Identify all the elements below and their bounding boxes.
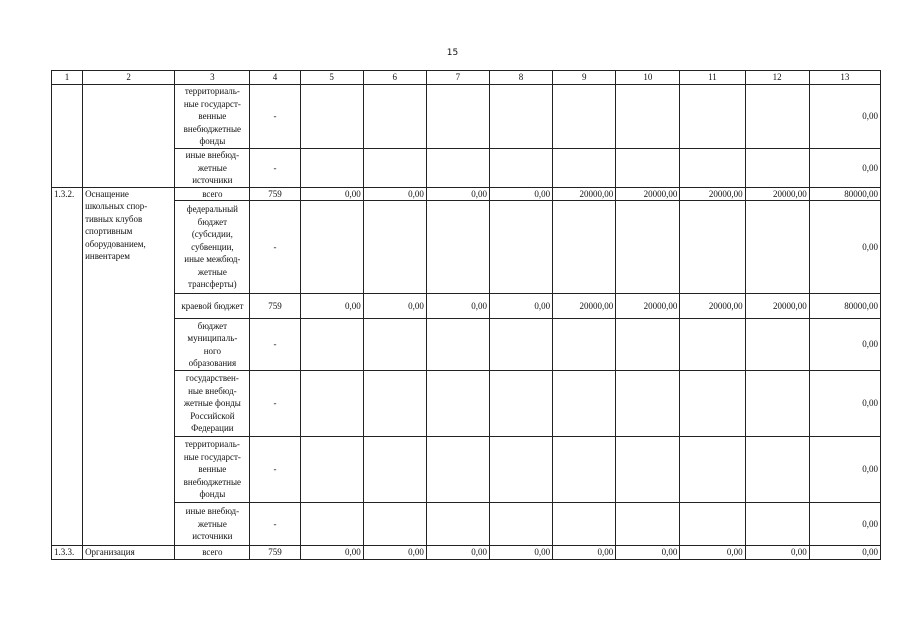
value-cell	[553, 371, 616, 437]
value-cell: 0,00	[553, 546, 616, 560]
value-cell: 0,00	[745, 546, 809, 560]
funding-source-cell: краевой бюджет	[175, 294, 250, 319]
value-cell	[616, 371, 680, 437]
total-cell: 0,00	[809, 437, 880, 503]
column-header: 2	[83, 71, 175, 85]
funding-source-cell: бюджет муниципаль- ного образования	[175, 319, 250, 371]
value-cell	[745, 201, 809, 294]
value-cell	[426, 437, 489, 503]
value-cell	[680, 503, 745, 546]
value-cell	[489, 85, 552, 149]
value-cell	[680, 149, 745, 188]
value-cell: 0,00	[300, 294, 363, 319]
value-cell: 20000,00	[680, 187, 745, 201]
value-cell: 20000,00	[680, 294, 745, 319]
value-cell	[363, 437, 426, 503]
value-cell	[745, 319, 809, 371]
value-cell	[553, 319, 616, 371]
value-cell	[363, 503, 426, 546]
value-cell	[489, 503, 552, 546]
value-cell: 0,00	[489, 546, 552, 560]
value-cell	[745, 85, 809, 149]
value-cell	[300, 149, 363, 188]
column-header: 12	[745, 71, 809, 85]
value-cell	[426, 371, 489, 437]
value-cell	[680, 371, 745, 437]
code-cell: 759	[250, 546, 300, 560]
value-cell: 20000,00	[616, 187, 680, 201]
code-cell: 759	[250, 187, 300, 201]
table-row	[52, 319, 881, 371]
column-header: 9	[553, 71, 616, 85]
value-cell	[553, 149, 616, 188]
value-cell: 0,00	[680, 546, 745, 560]
value-cell: 0,00	[363, 187, 426, 201]
column-header: 8	[489, 71, 552, 85]
value-cell	[553, 85, 616, 149]
code-cell: -	[250, 371, 300, 437]
value-cell: 20000,00	[553, 294, 616, 319]
value-cell	[300, 319, 363, 371]
value-cell	[363, 149, 426, 188]
column-header: 4	[250, 71, 300, 85]
value-cell	[489, 149, 552, 188]
measure-name-cell: Оснащение школьных спор- тивных клубов спортивным оборудованием, инвентарем	[83, 187, 175, 546]
value-cell	[426, 319, 489, 371]
value-cell: 0,00	[489, 187, 552, 201]
funding-source-cell: государствен- ные внебюд- жетные фонды Российской Федерации	[175, 371, 250, 437]
value-cell	[426, 149, 489, 188]
column-header: 7	[426, 71, 489, 85]
value-cell	[363, 85, 426, 149]
column-header: 10	[616, 71, 680, 85]
value-cell: 0,00	[489, 294, 552, 319]
value-cell	[300, 437, 363, 503]
value-cell	[363, 201, 426, 294]
row-number-cell	[52, 85, 83, 188]
funding-source-cell: иные внебюд- жетные источники	[175, 503, 250, 546]
value-cell	[553, 201, 616, 294]
code-cell: -	[250, 319, 300, 371]
value-cell	[553, 437, 616, 503]
total-cell: 0,00	[809, 319, 880, 371]
value-cell	[489, 319, 552, 371]
total-cell: 80000,00	[809, 294, 880, 319]
funding-source-cell: территориаль- ные государст- венные внебюджетные фонды	[175, 437, 250, 503]
value-cell	[616, 201, 680, 294]
table-row	[52, 201, 881, 294]
value-cell	[300, 503, 363, 546]
value-cell	[745, 503, 809, 546]
value-cell: 0,00	[300, 187, 363, 201]
value-cell	[616, 319, 680, 371]
table-row	[52, 85, 881, 149]
total-cell: 0,00	[809, 149, 880, 188]
funding-source-cell: всего	[175, 187, 250, 201]
table-row	[52, 149, 881, 188]
row-number-cell: 1.3.2.	[52, 187, 83, 546]
value-cell	[489, 201, 552, 294]
value-cell	[489, 437, 552, 503]
value-cell: 0,00	[363, 546, 426, 560]
code-cell: -	[250, 85, 300, 149]
page-number: 15	[446, 48, 459, 58]
code-cell: -	[250, 149, 300, 188]
value-cell	[616, 437, 680, 503]
value-cell: 0,00	[363, 294, 426, 319]
value-cell: 0,00	[616, 546, 680, 560]
funding-source-cell: всего	[175, 546, 250, 560]
total-cell: 0,00	[809, 85, 880, 149]
value-cell: 20000,00	[616, 294, 680, 319]
value-cell: 0,00	[300, 546, 363, 560]
value-cell: 0,00	[426, 546, 489, 560]
measure-name-cell	[83, 85, 175, 188]
value-cell: 20000,00	[553, 187, 616, 201]
value-cell	[426, 201, 489, 294]
value-cell	[745, 371, 809, 437]
value-cell	[680, 201, 745, 294]
column-header: 1	[52, 71, 83, 85]
value-cell	[680, 319, 745, 371]
total-cell: 0,00	[809, 201, 880, 294]
budget-table	[51, 70, 881, 560]
value-cell: 20000,00	[745, 294, 809, 319]
table-row	[52, 503, 881, 546]
table-row	[52, 187, 881, 201]
value-cell: 0,00	[426, 187, 489, 201]
total-cell: 0,00	[809, 371, 880, 437]
value-cell	[489, 371, 552, 437]
funding-source-cell: иные внебюд- жетные источники	[175, 149, 250, 188]
value-cell	[745, 437, 809, 503]
row-number-cell: 1.3.3.	[52, 546, 83, 560]
value-cell	[426, 85, 489, 149]
table-row	[52, 371, 881, 437]
table-row	[52, 546, 881, 560]
table-row	[52, 437, 881, 503]
value-cell	[616, 85, 680, 149]
value-cell	[616, 503, 680, 546]
column-header: 11	[680, 71, 745, 85]
value-cell	[680, 437, 745, 503]
column-header: 6	[363, 71, 426, 85]
funding-source-cell: федеральный бюджет (субсидии, субвенции, иные межбюд- жетные трансферты)	[175, 201, 250, 294]
table-row	[52, 294, 881, 319]
value-cell	[300, 85, 363, 149]
value-cell: 0,00	[426, 294, 489, 319]
measure-name-cell: Организация	[83, 546, 175, 560]
column-header: 5	[300, 71, 363, 85]
header-row	[52, 71, 881, 85]
total-cell: 0,00	[809, 503, 880, 546]
value-cell	[745, 149, 809, 188]
value-cell	[363, 319, 426, 371]
code-cell: -	[250, 201, 300, 294]
value-cell	[300, 201, 363, 294]
column-header: 3	[175, 71, 250, 85]
value-cell	[300, 371, 363, 437]
column-header: 13	[809, 71, 880, 85]
value-cell	[363, 371, 426, 437]
code-cell: 759	[250, 294, 300, 319]
code-cell: -	[250, 503, 300, 546]
total-cell: 80000,00	[809, 187, 880, 201]
funding-source-cell: территориаль- ные государст- венные внебюджетные фонды	[175, 85, 250, 149]
value-cell: 20000,00	[745, 187, 809, 201]
value-cell	[426, 503, 489, 546]
total-cell: 0,00	[809, 546, 880, 560]
value-cell	[680, 85, 745, 149]
value-cell	[553, 503, 616, 546]
value-cell	[616, 149, 680, 188]
code-cell: -	[250, 437, 300, 503]
